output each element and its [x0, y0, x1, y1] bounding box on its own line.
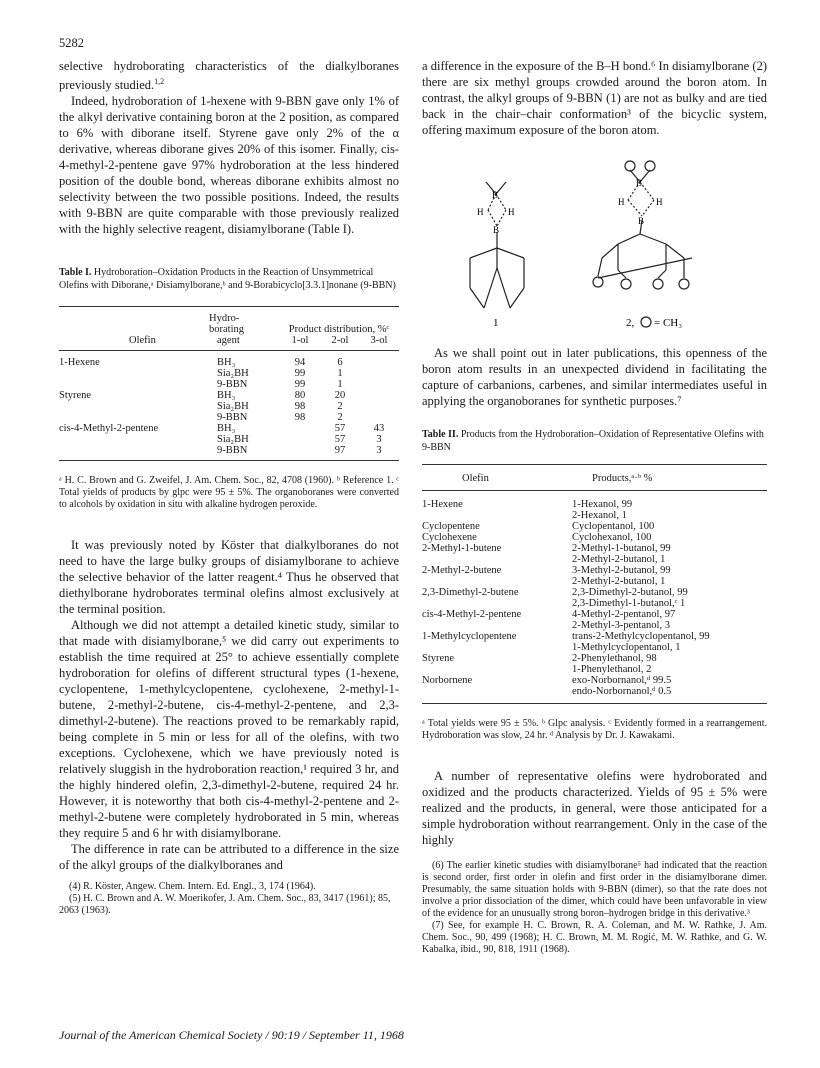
table1-cell-1ol [279, 423, 321, 434]
table1-row [59, 423, 399, 434]
table1-head-c3: 3-ol [370, 335, 388, 347]
left-paragraph-5: The difference in rate can be attributed to a difference in the size of the alkyl groups of the dialkylboranes and [59, 842, 399, 873]
left-paragraph-1: selective hydroborating characteristics of the dialkylboranes previously studied.$^{1,2}$ [59, 59, 399, 93]
table1-cell-1ol: 99 [294, 379, 306, 391]
reference-6: (6) The earlier kinetic studies with disiamylborane⁵ had indicated that the reaction is second order, first order in olefin and first order in the disiamylborane dimer. Presumably, the same situation holds with 9-BBN (dimer), so that the rate does not involve a prior dissociation of the dimer, which could have been unfavorable in view of the evidence for an unusually strong boron–hydrogen bridge in this derivative.³ [422, 860, 767, 919]
left-paragraph-3: It was previously noted by Köster that dialkylboranes do not need to have the large bulky groups of disiamylborane to achieve the selective behavior of the latter reagent.⁴ Thus he observed that diethylborane hydroborates terminal olefins almost exclusively at the terminal position. [59, 538, 399, 617]
table2-cell-products [572, 653, 767, 675]
atom-h-right: H [508, 207, 515, 217]
table2-row [422, 587, 767, 609]
table2-row [422, 543, 767, 565]
table2-row [422, 532, 767, 543]
table2-cell-products [572, 587, 767, 609]
table1-cell-3ol [359, 401, 399, 412]
table1-cell-olefin [59, 434, 209, 445]
table2-row [422, 675, 767, 697]
table2-product: 2-Methyl-3-pentanol, 3 [572, 620, 670, 631]
table2-cell-products [572, 675, 767, 697]
methyl-circle [621, 279, 631, 289]
methyl-circle [593, 277, 603, 287]
table2-cell-products [572, 532, 767, 543]
table2-product: 2-Methyl-2-butanol, 1 [572, 554, 666, 565]
table2-product: 1-Methylcyclopentanol, 1 [572, 642, 681, 653]
table1-cell-3ol: 3 [376, 434, 382, 446]
atom-h-left-2: H [618, 197, 625, 207]
table1-row [59, 390, 399, 401]
table2-product: Cyclohexanol, 100 [572, 532, 652, 543]
table1-head-agent-3: agent [217, 335, 240, 347]
table2-product: 1-Phenylethanol, 2 [572, 664, 652, 675]
table2-row [422, 565, 767, 587]
table2-head-products: Products,ᵃ·ᵇ % [592, 473, 653, 484]
atom-b-top: B [492, 190, 499, 200]
structure-9bbn [470, 182, 524, 308]
table2-cell-olefin: cis-4-Methyl-2-pentene [422, 609, 522, 620]
table1-cell-olefin: cis-4-Methyl-2-pentene [59, 423, 159, 435]
structure-1-label: 1 [493, 317, 499, 328]
atom-b-bottom-2: B [638, 216, 645, 226]
table2-cell-products [572, 631, 767, 653]
table1-cell-agent: 9-BBN [217, 412, 248, 424]
methyl-circle [625, 161, 635, 171]
table1-head-product: Product distribution, %ᶜ [288, 324, 390, 336]
table1-cell-1ol: 98 [294, 401, 306, 413]
table1-cell-2ol: 57 [334, 434, 346, 446]
right-references [422, 860, 767, 956]
table2-cell-olefin: 2,3-Dimethyl-2-butene [422, 587, 519, 598]
right-paragraph-3: A number of representative olefins were hydroborated and oxidized and the products characterized. Yields of 95 ± 5% were realized and the products, in general, were those anticipated for a simple hydroboration without rearrangement. Only in the case of the highly [422, 769, 767, 847]
table2-product: trans-2-Methylcyclopentanol, 99 [572, 631, 710, 642]
table2-cell-olefin: Cyclohexene [422, 532, 477, 543]
table2-product: 2-Phenylethanol, 98 [572, 653, 657, 664]
right-column [422, 58, 767, 956]
table2-product: 2-Hexanol, 1 [572, 510, 627, 521]
table1-caption: Table I. Hydroboration–Oxidation Products in the Reaction of Unsymmetrical Olefins with Diborane,ᵃ Disiamylborane,ᵇ and 9-Borabicyclo[3.3.1]nonane (9-BBN) [59, 267, 396, 291]
table1-row [59, 412, 399, 423]
table2-row [422, 521, 767, 532]
structure-disiamylborane [598, 170, 692, 278]
table1-cell-olefin [59, 401, 209, 412]
atom-b-bottom: B [493, 225, 500, 235]
table2-cell-olefin: Styrene [422, 653, 455, 664]
table1-cell-1ol: 99 [294, 368, 306, 380]
table2-product: exo-Norbornanol,ᵈ 99.5 [572, 675, 672, 686]
table1-head-olefin: Olefin [129, 335, 156, 347]
table2-footnote: ᵃ Total yields were 95 ± 5%. ᵇ Glpc analysis. ᶜ Evidently formed in a rearrangement. Hydroboration was slow, 24 hr. ᵈ Analysis by Dr. J. Kawakami. [422, 718, 767, 741]
table2-product: 4-Methyl-2-pentanol, 97 [572, 609, 676, 620]
table1-cell-1ol: 80 [294, 390, 306, 402]
table2-cell-olefin: Cyclopentene [422, 521, 480, 532]
table2-cell-olefin: 2-Methyl-2-butene [422, 565, 502, 576]
table1-cell-olefin [59, 412, 209, 423]
structures-figure [422, 148, 767, 328]
methyl-circle [653, 279, 663, 289]
left-column [59, 58, 399, 917]
table1-cell-agent: Sia₂BH [217, 401, 249, 413]
table2-cell-olefin: 1-Methylcyclopentene [422, 631, 517, 642]
table1 [59, 313, 399, 346]
table1-cell-2ol: 6 [337, 357, 343, 369]
left-references [59, 881, 399, 917]
table1-cell-3ol [359, 412, 399, 423]
methyl-circle [645, 161, 655, 171]
table2-product: 2,3-Dimethyl-1-butanol,ᶜ 1 [572, 598, 686, 609]
atom-b-top-2: B [636, 178, 643, 188]
table1-cell-olefin [59, 368, 209, 379]
right-paragraph-2: As we shall point out in later publications, this openness of the boron atom results in an unexpected dividend in facilitating the capture of carbanions, carbenes, and similar intermediates useful in applying the organoboranes for synthetic purposes.⁷ [422, 346, 767, 408]
table1-row [59, 445, 399, 456]
table1-cell-agent: Sia₂BH [217, 434, 249, 446]
table1-cell-2ol: 1 [337, 368, 343, 380]
left-paragraph-4: Although we did not attempt a detailed kinetic study, similar to that made with disiamylborane,⁵ we did carry out experiments to establish the time required at 25° to achieve essentially complete hydroboration for olefins of different structural types (1-hexene, cyclopentene, 1-methylcyclopentene, cyclohexene, 2-methyl-1-butene, 2-methyl-2-butene, cis-4-methyl-2-pentene, and 2,3-dimethyl-2-butene). The reactions proved to be remarkably rapid, being complete in 5 min or less for all of the olefins, with two exceptions. Cyclohexene, which we have previously noted is relatively sluggish in the hydroboration reaction,¹ required 3 hr, and the highly hindered olefin, 2,3-dimethyl-2-butene, required 24 hr. However, it is noteworthy that both cis-4-methyl-2-pentene and 2-methyl-2-butene were completely hydroborated in 5 min, whereas they require 5 and 6 hr with disiamylborane. [59, 618, 399, 841]
table1-cell-olefin: Styrene [59, 390, 92, 402]
table1-cell-3ol [359, 390, 399, 401]
table2-cell-products [572, 521, 767, 532]
right-paragraph-1: a difference in the exposure of the B–H bond.⁶ In disiamylborane (2) there are six methyl groups crowded around the boron atom. In contrast, the alkyl groups of 9-BBN (1) are not as bulky and are tied back in the chair–chair conformation³ of the bicyclic system, offering maximum exposure of the boron atom. [422, 59, 767, 137]
table1-body [59, 357, 399, 456]
reference-7: (7) See, for example H. C. Brown, R. A. Coleman, and M. W. Rathke, J. Am. Chem. Soc., 90, 499 (1968); H. C. Brown, M. M. Rogić, M. W. Rathke, and G. W. Kabalka, ibid., 90, 818, 1911 (1968). [422, 920, 767, 955]
table1-cell-2ol: 2 [337, 401, 343, 413]
methyl-circle [679, 279, 689, 289]
table1-cell-olefin [59, 379, 209, 390]
table1-cell-agent: BH₃ [217, 390, 236, 402]
table1-footnote: ᵃ H. C. Brown and G. Zweifel, J. Am. Chem. Soc., 82, 4708 (1960). ᵇ Reference 1. ᶜ Total yields of products by glpc were 95 ± 5%. The organoboranes were converted to alcohols by oxidation in situ with alkaline hydrogen peroxide. [59, 475, 399, 511]
table2-product: Cyclopentanol, 100 [572, 521, 655, 532]
journal-footer: Journal of the American Chemical Society / 90:19 / September 11, 1968 [59, 1028, 404, 1042]
table1-head-c1: 1-ol [291, 335, 309, 347]
table2-product: endo-Norbornanol,ᵈ 0.5 [572, 686, 672, 697]
table1-row [59, 401, 399, 412]
table2-product: 3-Methyl-2-butanol, 99 [572, 565, 671, 576]
table2-product: 2,3-Dimethyl-2-butanol, 99 [572, 587, 688, 598]
table1-cell-1ol [279, 445, 321, 456]
table1-cell-3ol [359, 357, 399, 368]
table1-row [59, 379, 399, 390]
table1-head-agent-2: borating [209, 324, 244, 336]
table2-product: 2-Methyl-2-butanol, 1 [572, 576, 666, 587]
table1-cell-2ol: 57 [334, 423, 346, 435]
table1-cell-olefin: 1-Hexene [59, 357, 100, 369]
table1-cell-3ol [359, 368, 399, 379]
reference-4: (4) R. Köster, Angew. Chem. Intern. Ed. Engl., 3, 174 (1964). [69, 881, 316, 893]
table2-cell-olefin: Norbornene [422, 675, 473, 686]
table1-cell-3ol [359, 379, 399, 390]
table2-product: 2-Methyl-1-butanol, 99 [572, 543, 671, 554]
table1-cell-3ol: 3 [376, 445, 382, 457]
table1-cell-agent: BH₃ [217, 423, 236, 435]
table1-row [59, 368, 399, 379]
table1-cell-1ol: 98 [294, 412, 306, 424]
atom-h-left: H [477, 207, 484, 217]
table2-head [422, 473, 767, 484]
table1-cell-1ol [279, 434, 321, 445]
table2-cell-products [572, 565, 767, 587]
left-paragraph-2: Indeed, hydroboration of 1-hexene with 9-BBN gave only 1% of the alkyl derivative containing boron at the 2 position, as compared to 6% with diborane itself. Styrene gave only 2% of the α derivative, whereas diborane gives 20% of this isomer. Finally, cis-4-methyl-2-pentene gave 97% hydroboration at the less hindered position of the double bond, whereas diborane exhibits almost no selectivity between the two possible positions. Indeed, the results with 9-BBN are quite comparable with those previously realized with the highly selective reagent, disiamylborane (Table I). [59, 94, 399, 237]
table1-row [59, 434, 399, 445]
table2 [422, 499, 767, 697]
table1-cell-agent: Sia₂BH [217, 368, 249, 380]
table2-cell-products [572, 609, 767, 631]
atom-h-right-2: H [656, 197, 663, 207]
table1-cell-2ol: 97 [334, 445, 346, 457]
table1-cell-agent: BH₃ [217, 357, 236, 369]
table2-row [422, 499, 767, 521]
table2-product: 1-Hexanol, 99 [572, 499, 633, 510]
table2-row [422, 653, 767, 675]
table2-cell-olefin: 2-Methyl-1-butene [422, 543, 502, 554]
methyl-key-circle [641, 317, 651, 327]
structure-2-key: = CH₃ [654, 317, 683, 328]
table1-cell-2ol: 2 [337, 412, 343, 424]
table2-cell-products [572, 499, 767, 521]
table1-head-c2: 2-ol [331, 335, 349, 347]
table2-row [422, 609, 767, 631]
table1-cell-agent: 9-BBN [217, 445, 248, 457]
table1-cell-2ol: 1 [337, 379, 343, 391]
table2-head-olefin: Olefin [462, 473, 489, 484]
table2-row [422, 631, 767, 653]
table2-cell-products [572, 543, 767, 565]
table1-head-agent: Hydro- [209, 313, 240, 325]
table1-cell-agent: 9-BBN [217, 379, 248, 391]
structure-2-label: 2, [626, 317, 635, 328]
reference-5: (5) H. C. Brown and A. W. Moerikofer, J. Am. Chem. Soc., 83, 3417 (1961); 85, 2063 (1963). [59, 893, 391, 917]
table1-cell-2ol: 20 [334, 390, 346, 402]
table1-row [59, 357, 399, 368]
table1-cell-3ol: 43 [373, 423, 385, 435]
table1-cell-olefin [59, 445, 209, 456]
table2-cell-olefin: 1-Hexene [422, 499, 463, 510]
table1-cell-1ol: 94 [294, 357, 306, 369]
table2-caption: Table II. Products from the Hydroboration–Oxidation of Representative Olefins with 9-BBN [422, 429, 764, 453]
page-number: 5282 [59, 36, 84, 50]
